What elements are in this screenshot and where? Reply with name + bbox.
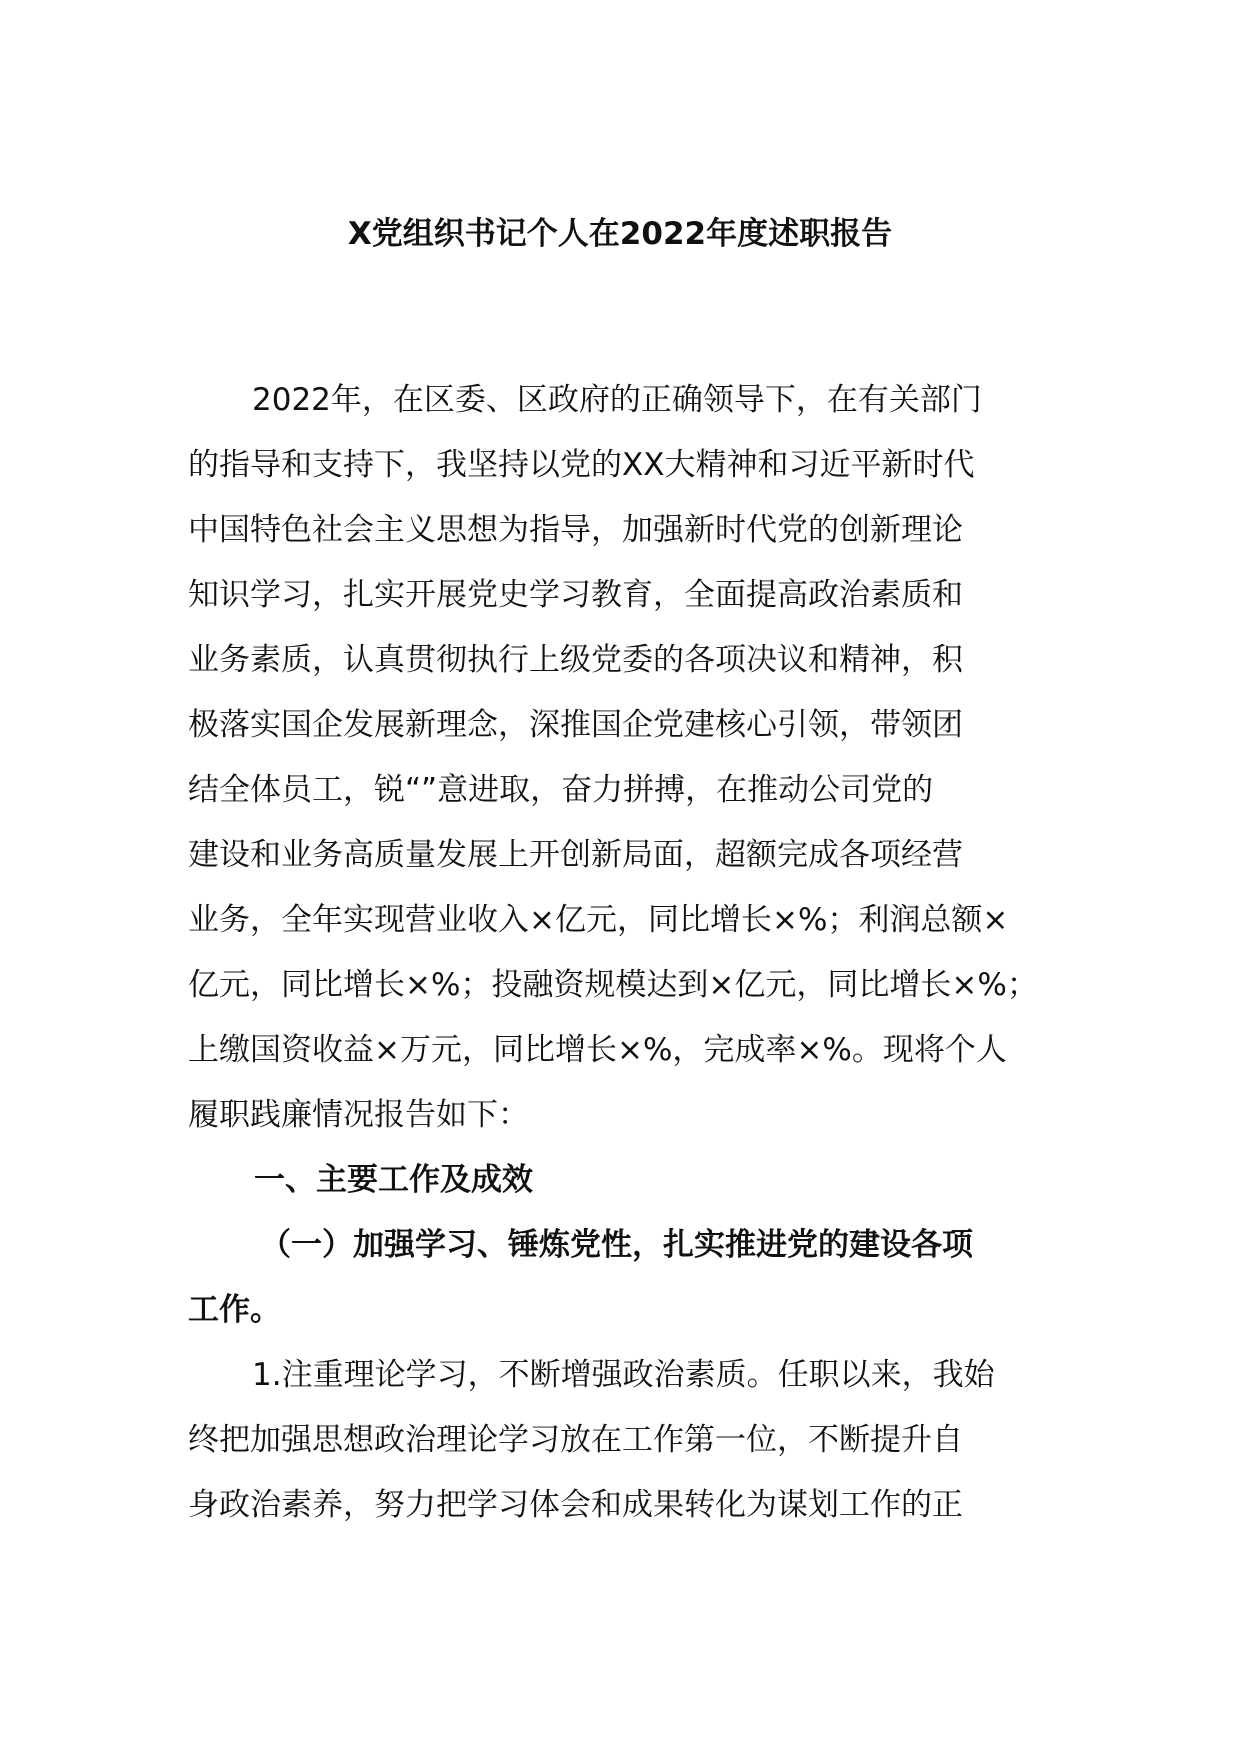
paragraph-line: 业务素质，认真贯彻执行上级党委的各项决议和精神，积 — [188, 642, 963, 678]
paragraph-line: 终把加强思想政治理论学习放在工作第一位，不断提升自 — [188, 1422, 963, 1458]
section-heading: 一、主要工作及成效 — [254, 1162, 533, 1198]
paragraph-line: 中国特色社会主义思想为指导，加强新时代党的创新理论 — [188, 512, 963, 548]
paragraph-line: 的指导和支持下，我坚持以党的XX大精神和习近平新时代 — [188, 447, 975, 483]
paragraph-line: 结全体员工，锐“”意进取，奋力拼搏，在推动公司党的 — [188, 772, 934, 808]
paragraph-line: 建设和业务高质量发展上开创新局面，超额完成各项经营 — [188, 837, 963, 873]
paragraph-line: 知识学习，扎实开展党史学习教育，全面提高政治素质和 — [188, 577, 963, 613]
document-title: X党组织书记个人在2022年度述职报告 — [347, 216, 893, 252]
document-body — [188, 368, 1068, 1538]
paragraph-line: 亿元，同比增长×%；投融资规模达到×亿元，同比增长×%； — [188, 967, 1038, 1003]
paragraph-line: 业务，全年实现营业收入×亿元，同比增长×%；利润总额× — [188, 902, 1009, 938]
paragraph-line: 身政治素养，努力把学习体会和成果转化为谋划工作的正 — [188, 1487, 963, 1523]
paragraph-line: 1.注重理论学习，不断增强政治素质。任职以来，我始 — [252, 1357, 995, 1393]
paragraph-line: 履职践廉情况报告如下： — [188, 1097, 529, 1133]
subsection-heading-continued: 工作。 — [188, 1292, 281, 1328]
paragraph-line: 上缴国资收益×万元，同比增长×%，完成率×%。现将个人 — [188, 1032, 1007, 1068]
subsection-heading: （一）加强学习、锤炼党性，扎实推进党的建设各项 — [260, 1227, 973, 1263]
paragraph-line: 极落实国企发展新理念，深推国企党建核心引领，带领团 — [188, 707, 963, 743]
paragraph-line: 2022年，在区委、区政府的正确领导下，在有关部门 — [252, 382, 982, 418]
